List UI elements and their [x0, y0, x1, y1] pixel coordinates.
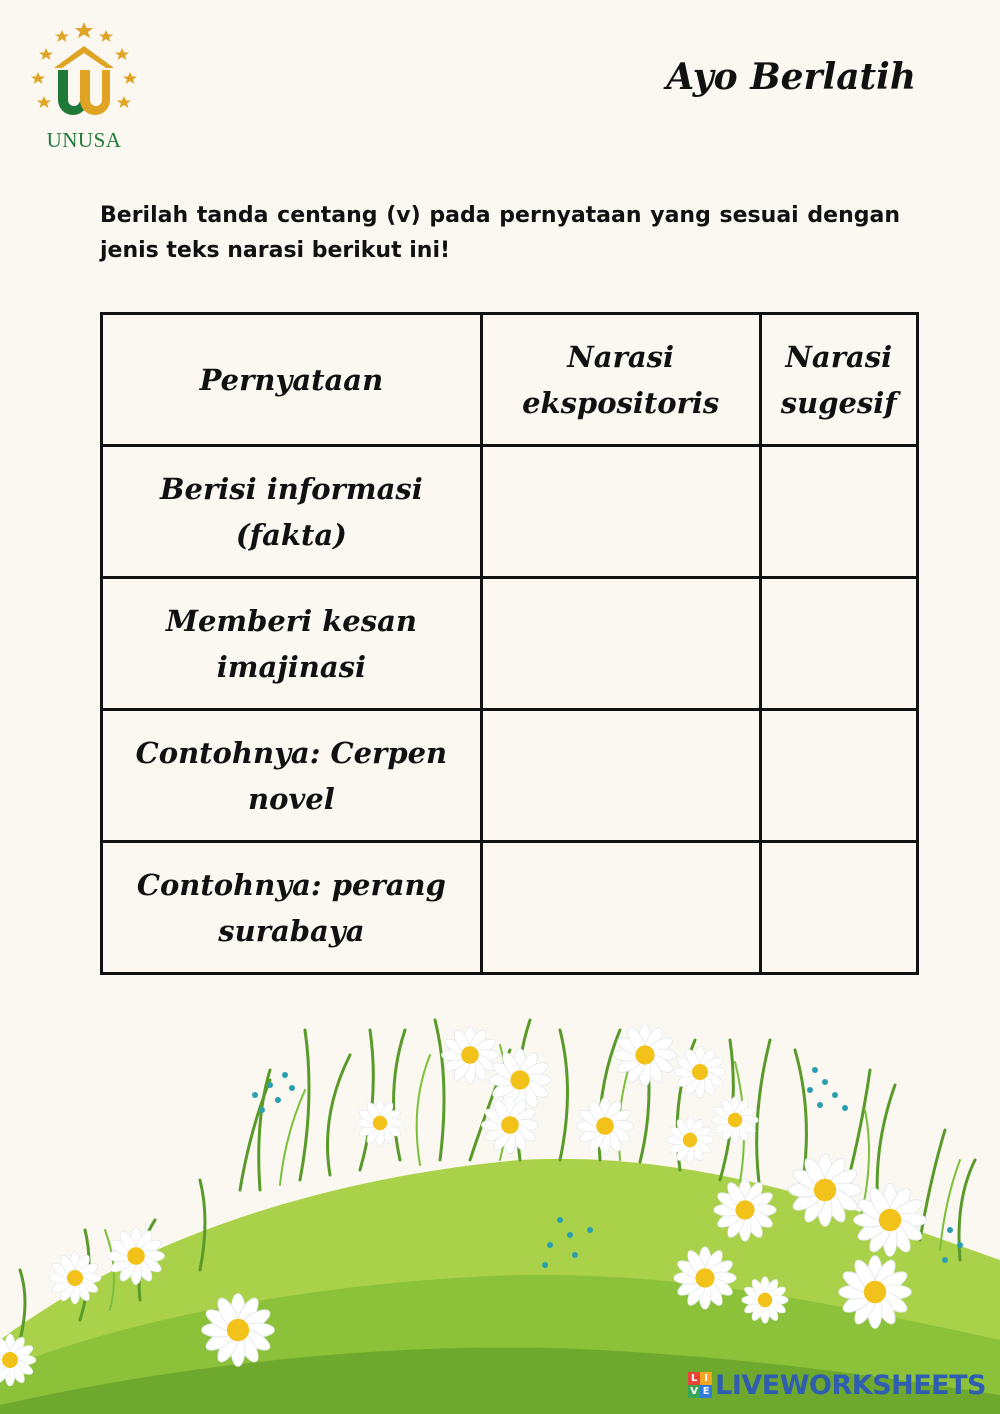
exercise-table: [100, 312, 919, 975]
page-title: Ayo Berlatih: [666, 56, 916, 98]
logo-text: UNUSA: [46, 128, 122, 152]
table-header-row: [102, 314, 918, 446]
statement-cell: Berisi informasi (fakta): [102, 446, 482, 578]
header-expository: Narasi ekspositoris: [481, 314, 760, 446]
liveworksheets-logo-icon: L I V E: [688, 1372, 712, 1398]
statement-cell: Memberi kesan imajinasi: [102, 578, 482, 710]
instruction-text: Berilah tanda centang (v) pada pernyataan yang sesuai dengan jenis teks narasi berikut ini!: [100, 203, 900, 263]
table-row: [102, 578, 918, 710]
table-row: [102, 446, 918, 578]
table-row: [102, 710, 918, 842]
answer-cell-suggestive[interactable]: [760, 578, 917, 710]
table-row: [102, 842, 918, 974]
brand-name: LIVEWORKSHEETS: [715, 1369, 986, 1401]
answer-cell-suggestive[interactable]: [760, 842, 917, 974]
header-suggestive: Narasi sugesif: [760, 314, 917, 446]
statement-cell: Contohnya: perang surabaya: [102, 842, 482, 974]
unusa-logo: [24, 20, 144, 155]
answer-cell-expository[interactable]: [481, 710, 760, 842]
liveworksheets-brand: [688, 1368, 986, 1402]
statement-cell: Contohnya: Cerpen novel: [102, 710, 482, 842]
answer-cell-suggestive[interactable]: [760, 446, 917, 578]
meadow-illustration: [0, 1010, 1000, 1414]
header-statement: Pernyataan: [102, 314, 482, 446]
unusa-emblem-icon: [24, 20, 144, 130]
answer-cell-expository[interactable]: [481, 842, 760, 974]
answer-cell-expository[interactable]: [481, 578, 760, 710]
answer-cell-suggestive[interactable]: [760, 710, 917, 842]
answer-cell-expository[interactable]: [481, 446, 760, 578]
